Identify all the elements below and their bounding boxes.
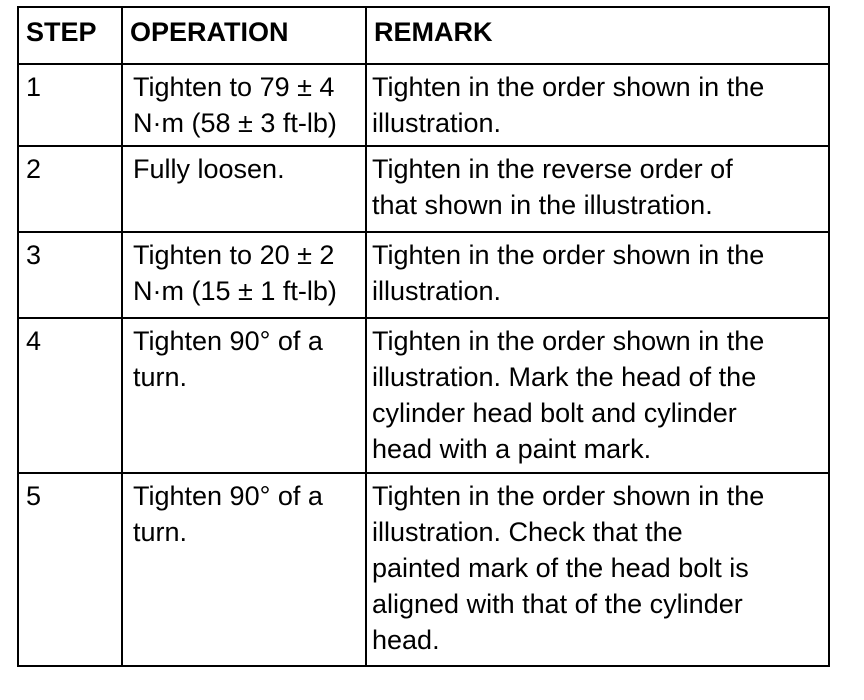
operation-line: Tighten to 79 ± 4 <box>133 72 335 102</box>
remark-line: Tighten in the order shown in the <box>372 72 765 102</box>
table-row <box>18 473 829 666</box>
remark-line: Tighten in the order shown in the <box>372 481 765 511</box>
remark-line: illustration. Check that the <box>372 517 683 547</box>
remark-cell <box>366 64 829 146</box>
table-row <box>18 318 829 473</box>
step-cell: 4 <box>18 318 122 473</box>
remark-cell <box>366 146 829 232</box>
operation-line: Tighten 90° of a <box>133 481 323 511</box>
step-cell: 1 <box>18 64 122 146</box>
table-row <box>18 232 829 318</box>
remark-line: Tighten in the order shown in the <box>372 326 765 356</box>
remark-cell <box>366 232 829 318</box>
operation-cell <box>122 64 366 146</box>
operation-cell <box>122 146 366 232</box>
operation-cell <box>122 473 366 666</box>
table-row <box>18 146 829 232</box>
remark-line: head. <box>372 625 440 655</box>
remark-line: Tighten in the order shown in the <box>372 240 765 270</box>
operation-line: Tighten 90° of a <box>133 326 323 356</box>
operation-line: turn. <box>133 362 188 392</box>
table-header-row <box>18 7 829 64</box>
header-remark: REMARK <box>366 7 829 64</box>
step-cell: 3 <box>18 232 122 318</box>
operation-line: Fully loosen. <box>133 154 285 184</box>
operation-cell <box>122 232 366 318</box>
remark-line: illustration. Mark the head of the <box>372 362 757 392</box>
header-step: STEP <box>18 7 122 64</box>
operation-line: N·m (15 ± 1 ft-lb) <box>133 276 337 306</box>
remark-cell <box>366 318 829 473</box>
remark-line: cylinder head bolt and cylinder <box>372 398 737 428</box>
remark-line: that shown in the illustration. <box>372 190 713 220</box>
remark-line: Tighten in the reverse order of <box>372 154 733 184</box>
operation-line: Tighten to 20 ± 2 <box>133 240 335 270</box>
remark-cell <box>366 473 829 666</box>
table-row <box>18 64 829 146</box>
remark-line: head with a paint mark. <box>372 434 652 464</box>
operation-cell <box>122 318 366 473</box>
header-operation: OPERATION <box>122 7 366 64</box>
torque-procedure-table <box>17 6 830 667</box>
operation-line: N·m (58 ± 3 ft-lb) <box>133 108 337 138</box>
remark-line: illustration. <box>372 108 502 138</box>
operation-line: turn. <box>133 517 188 547</box>
remark-line: painted mark of the head bolt is <box>372 553 749 583</box>
remark-line: aligned with that of the cylinder <box>372 589 743 619</box>
step-cell: 2 <box>18 146 122 232</box>
step-cell: 5 <box>18 473 122 666</box>
remark-line: illustration. <box>372 276 502 306</box>
